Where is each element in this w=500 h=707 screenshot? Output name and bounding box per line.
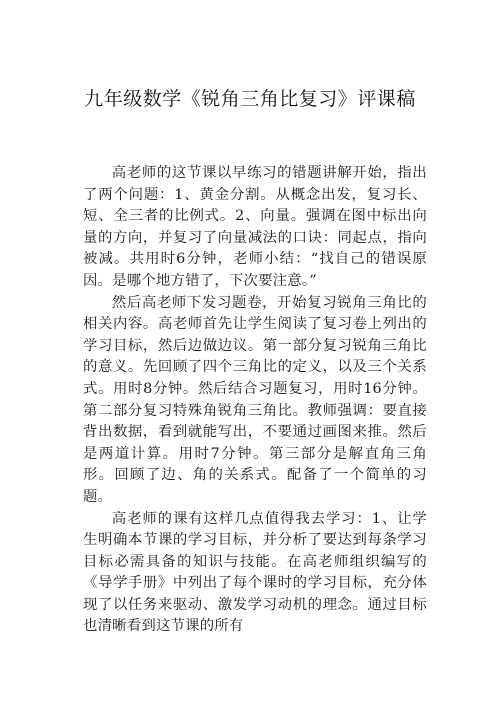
document-body: [83, 163, 427, 638]
document-title: 九年级数学《锐角三角比复习》评课稿: [84, 88, 416, 110]
paragraph-2: 然后高老师下发习题卷，开始复习锐角三角比的相关内容。高老师首先让学生阅读了复习卷上列出的学习目标，然后边做边议。第一部分复习锐角三角比的意义。先回顾了四个三角比的定义，以及三个关系式。用时8分钟。然后结合习题复习，用时16分钟。第二部分复习特殊角锐角三角比。教师强调：要直接背出数据，看到就能写出，不要通过画图来推。然后是两道计算。用时7分钟。第三部分是解直角三角形。回顾了边、角的关系式。配备了一个简单的习题。: [83, 294, 427, 505]
paragraph-3: 高老师的课有这样几点值得我去学习：1、让学生明确本节课的学习目标，并分析了要达到每条学习目标必需具备的知识与技能。在高老师组织编写的《导学手册》中列出了每个课时的学习目标，充分体现了以任务来驱动、激发学习动机的理念。通过目标也清晰看到这节课的所有: [83, 510, 427, 635]
paragraph-1: 高老师的这节课以早练习的错题讲解开始，指出了两个问题：1、黄金分割。从概念出发，复习长、短、全三者的比例式。2、向量。强调在图中标出向量的方向，并复习了向量减法的口诀：同起点，指向被减。共用时6分钟，老师小结：“找自己的错误原因。是哪个地方错了，下次要注意。”: [83, 165, 427, 289]
